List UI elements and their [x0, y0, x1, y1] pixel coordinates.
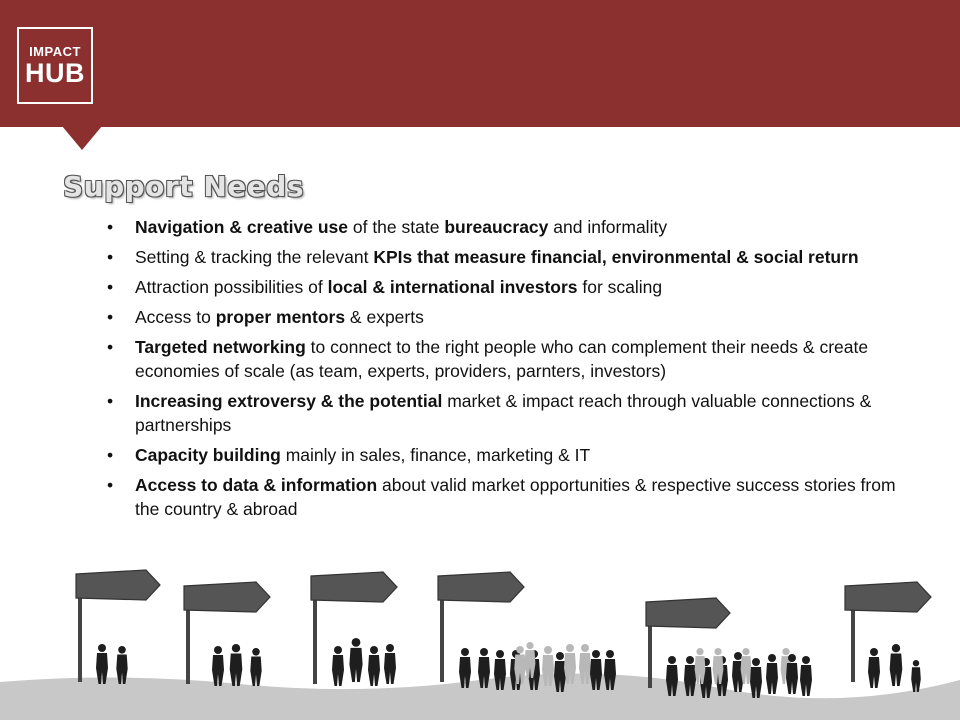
signpost-icon — [311, 572, 397, 602]
person-icon — [332, 646, 344, 686]
bullet-bold-text: Targeted networking — [135, 337, 306, 357]
bullet-marker: • — [107, 247, 114, 267]
bullet-text: to connect to the right people who can complement their needs & create economies of scale (as team, experts, providers, parnters, investors) — [135, 337, 869, 381]
person-icon — [212, 646, 224, 686]
person-icon — [695, 648, 706, 684]
signpost-icon — [646, 598, 730, 628]
bullet-marker: • — [107, 307, 114, 327]
person-icon — [741, 648, 752, 684]
bullet-text: Setting & tracking the relevant — [135, 247, 374, 267]
person-icon — [230, 644, 243, 686]
signpost-icon — [845, 582, 931, 612]
bullet-bold-text: Increasing extroversy & the potential — [135, 391, 443, 411]
bullet-item — [107, 473, 907, 521]
person-icon — [349, 638, 362, 682]
bullet-text: for scaling — [577, 277, 663, 297]
person-icon — [868, 648, 880, 688]
person-icon — [750, 658, 762, 698]
logo-line1: IMPACT — [29, 44, 81, 59]
signpost-icon — [438, 572, 524, 602]
signpost-icon — [184, 582, 270, 612]
bullet-marker: • — [107, 277, 114, 297]
logo-line2: HUB — [25, 58, 85, 88]
person-icon — [800, 656, 812, 696]
bullet-bold-text: proper mentors — [215, 307, 346, 327]
bullet-text: market & impact reach through valuable connections & partnerships — [135, 391, 872, 435]
bullet-bold-text: Navigation & creative use — [135, 217, 348, 237]
bullet-item — [107, 389, 907, 437]
header-banner — [0, 0, 960, 127]
bullet-text: about valid market opportunities & respective success stories from the country & abroad — [135, 475, 896, 519]
signpost-icon — [76, 570, 160, 600]
bullet-item — [107, 215, 907, 239]
bullet-text: Access to — [135, 307, 216, 327]
bullet-bold-text: KPIs that measure financial, environmental & social return — [373, 247, 859, 267]
bullet-marker: • — [107, 391, 114, 411]
signposts-crowd-illustration — [0, 560, 960, 720]
bullet-marker: • — [107, 445, 114, 465]
bullet-text: Attraction possibilities of — [135, 277, 328, 297]
bullet-text: of the state — [348, 217, 445, 237]
bullet-bold-text: Access to data & information — [135, 475, 378, 495]
bullet-marker: • — [107, 217, 114, 237]
bullet-item — [107, 245, 907, 269]
person-icon — [911, 660, 921, 692]
person-icon — [384, 644, 396, 684]
bullet-item — [107, 335, 907, 383]
bullet-bold-text: bureaucracy — [444, 217, 549, 237]
person-icon — [890, 644, 903, 686]
bullet-marker: • — [107, 475, 114, 495]
impact-hub-logo[interactable] — [17, 27, 93, 104]
bullet-text: mainly in sales, finance, marketing & IT — [280, 445, 591, 465]
bullet-text: and informality — [548, 217, 668, 237]
bullet-text: & experts — [345, 307, 424, 327]
person-icon — [250, 648, 261, 686]
bullet-item — [107, 443, 907, 467]
slide-title: Support Needs — [63, 170, 304, 203]
person-icon — [766, 654, 778, 694]
bullet-bold-text: Capacity building — [135, 445, 281, 465]
header-notch — [62, 126, 102, 150]
support-needs-list — [107, 215, 907, 527]
bullet-marker: • — [107, 337, 114, 357]
bullet-item — [107, 305, 907, 329]
bullet-item — [107, 275, 907, 299]
person-icon — [368, 646, 380, 686]
bullet-bold-text: local & international investors — [327, 277, 578, 297]
